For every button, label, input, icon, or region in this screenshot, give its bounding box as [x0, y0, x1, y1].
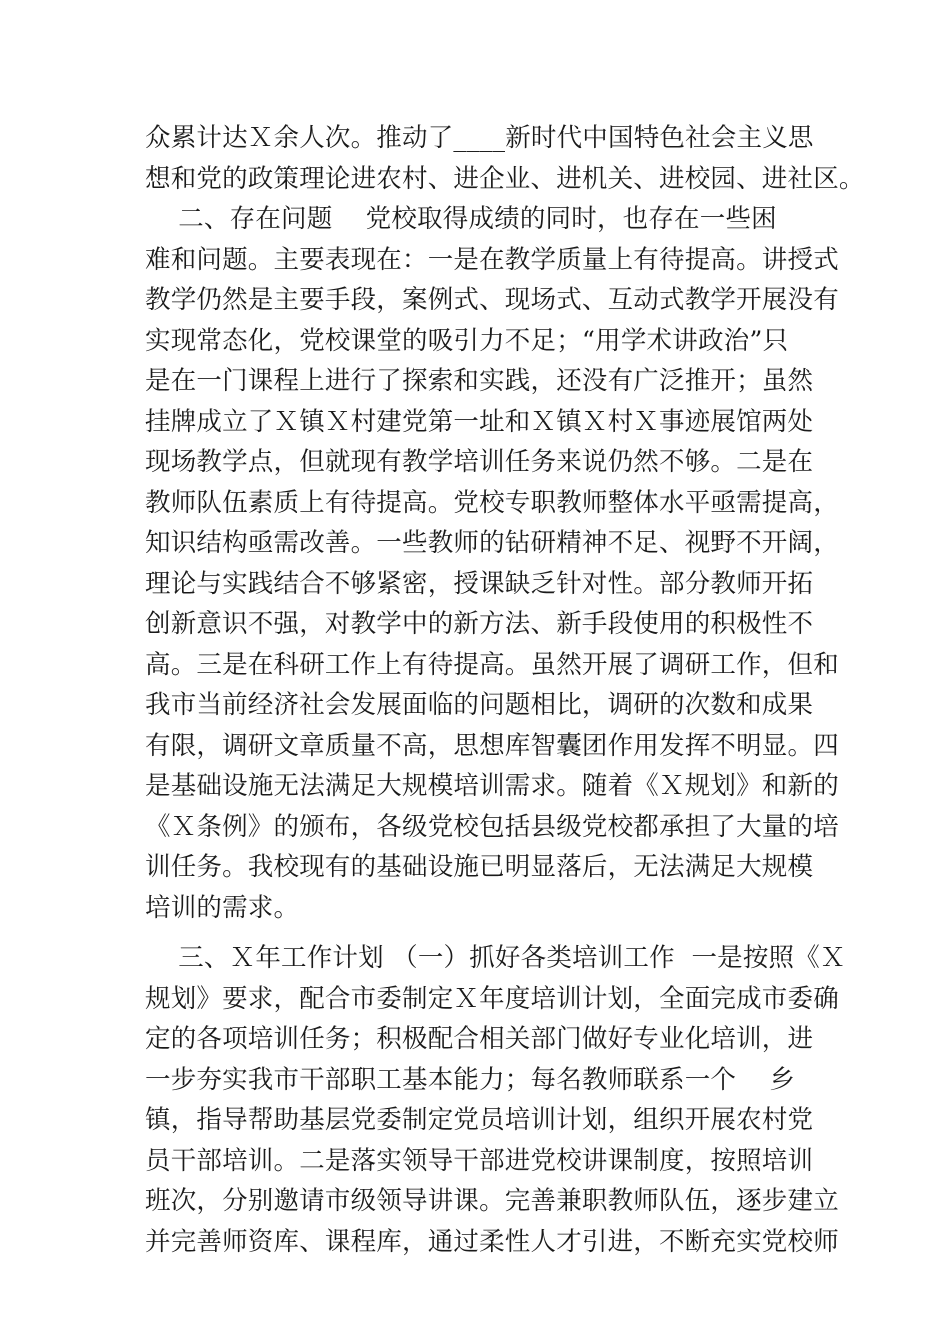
text-line: 实现常态化，党校课堂的吸引力不足；“用学术讲政治”只: [145, 325, 789, 356]
text-line: 规划》要求，配合市委制定Ｘ年度培训计划，全面完成市委确: [145, 983, 839, 1014]
body-text: [145, 118, 865, 1262]
text-line: 是在一门课程上进行了探索和实践，还没有广泛推开；虽然: [145, 366, 814, 396]
text-line: 并完善师资库、课程库，通过柔性人才引进，不断充实党校师: [145, 1226, 839, 1257]
text-line: 《Ｘ条例》的颁布，各级党校包括县级党校都承担了大量的培: [145, 811, 839, 842]
text-line: 我市当前经济社会发展面临的问题相比，调研的次数和成果: [145, 690, 814, 720]
text-line: 有限，调研文章质量不高，思想库智囊团作用发挥不明显。四: [145, 730, 839, 761]
text-line: 现场教学点，但就现有教学培训任务来说仍然不够。二是在: [145, 447, 814, 477]
text-line: 班次，分别邀请市级领导讲课。完善兼职教师队伍，逐步建立: [145, 1186, 839, 1216]
text-line: 一步夯实我市干部职工基本能力；每名教师联系一个 乡: [145, 1064, 796, 1095]
text-line: 理论与实践结合不够紧密，授课缺乏针对性。部分教师开拓: [145, 568, 814, 599]
text-line: 是基础设施无法满足大规模培训需求。随着《Ｘ规划》和新的: [145, 771, 839, 801]
text-line: 定的各项培训任务；积极配合相关部门做好专业化培训，进: [145, 1024, 814, 1054]
text-line: 想和党的政策理论进农村、进企业、进机关、进校园、进社区。: [145, 163, 865, 194]
text-line: 众累计达Ｘ余人次。推动了____新时代中国特色社会主义思: [145, 123, 814, 153]
text-line: 镇，指导帮助基层党委制定党员培训计划，组织开展农村党: [145, 1105, 814, 1135]
section-heading-line: 三、Ｘ年工作计划 （一）抓好各类培训工作 一是按照《Ｘ: [145, 943, 846, 973]
text-line: 教师队伍素质上有待提高。党校专职教师整体水平亟需提高，: [145, 487, 839, 518]
text-line: 员干部培训。二是落实领导干部进党校讲课制度，按照培训: [145, 1145, 814, 1176]
text-line: 创新意识不强，对教学中的新方法、新手段使用的积极性不: [145, 609, 814, 639]
text-line: 挂牌成立了Ｘ镇Ｘ村建党第一址和Ｘ镇Ｘ村Ｘ事迹展馆两处: [145, 406, 814, 437]
text-line: 培训的需求。: [145, 892, 300, 923]
text-line: 教学仍然是主要手段，案例式、现场式、互动式教学开展没有: [145, 285, 839, 315]
text-line: 高。三是在科研工作上有待提高。虽然开展了调研工作，但和: [145, 649, 839, 680]
text-line: 难和问题。主要表现在：一是在教学质量上有待提高。讲授式: [145, 244, 839, 275]
text-line: 二、存在问题 党校取得成绩的同时，也存在一些困: [145, 204, 777, 234]
text-line: 知识结构亟需改善。一些教师的钻研精神不足、视野不开阔，: [145, 528, 839, 558]
text-line: 训任务。我校现有的基础设施已明显落后，无法满足大规模: [145, 852, 814, 882]
